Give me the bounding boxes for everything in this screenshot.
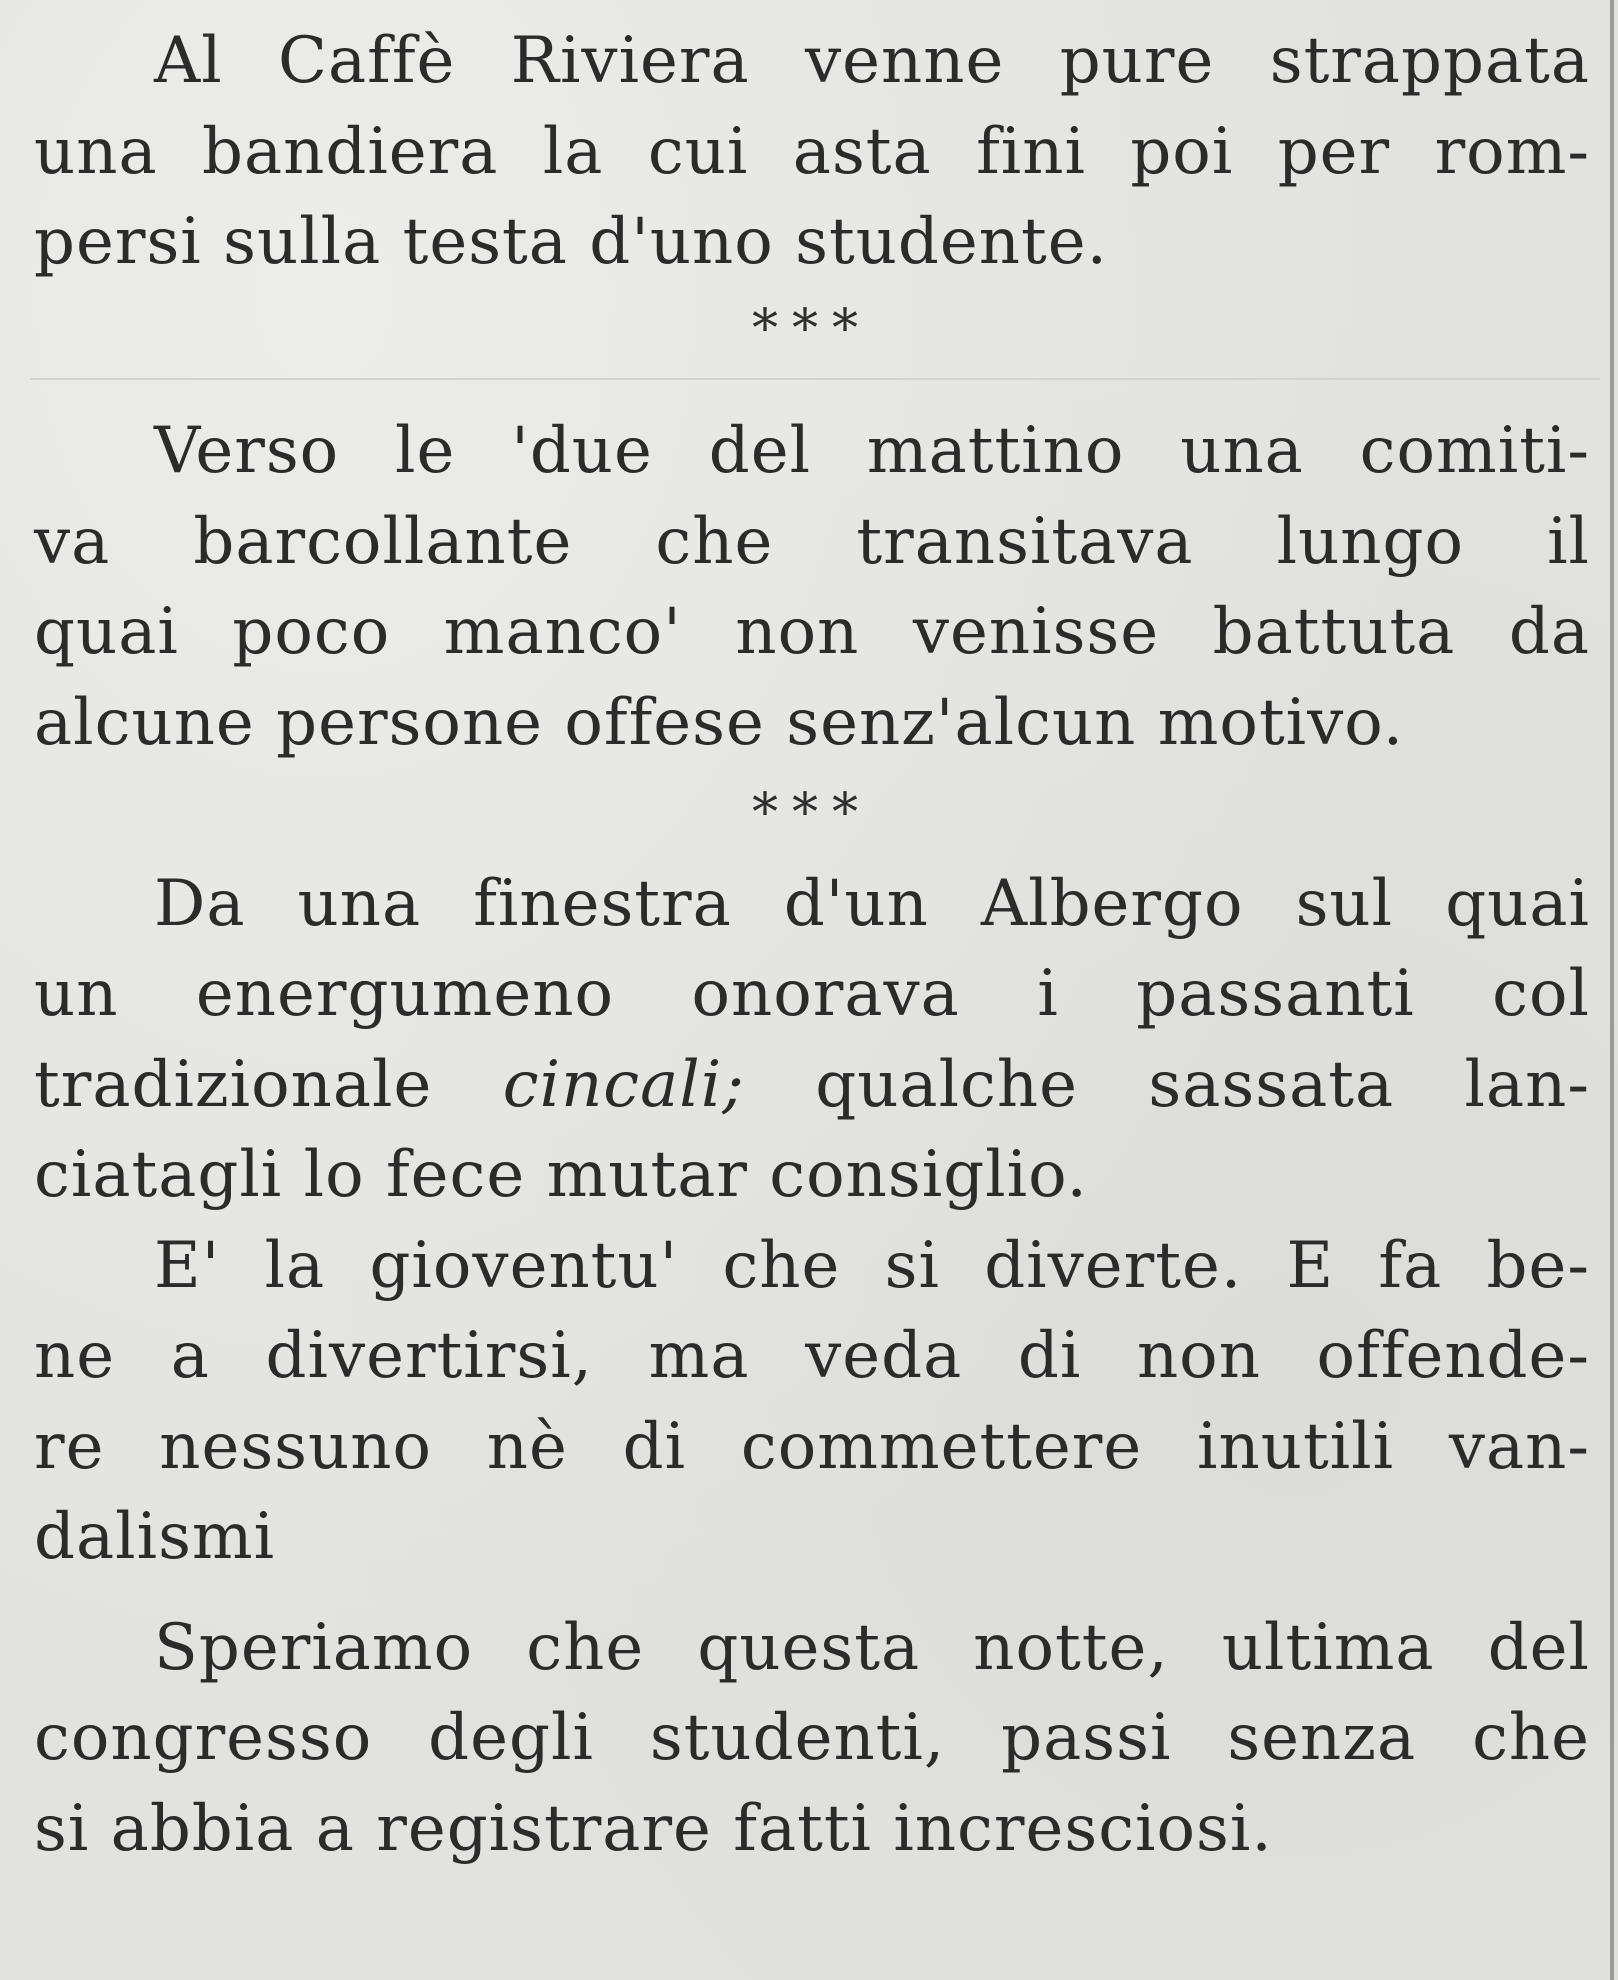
text-line: dalismi: [34, 1500, 276, 1574]
text-line: alcune persone offese senz'alcun motivo.: [34, 685, 1405, 760]
text-line: re nessuno nè di commettere inutili van-: [34, 1409, 1590, 1484]
text-line: si abbia a registrare fatti incresciosi.: [34, 1791, 1273, 1866]
paragraph-comitiva: [34, 406, 1590, 768]
text-line: va barcollante che transitava lungo il: [34, 504, 1590, 579]
text-line: Al Caffè Riviera venne pure strappata: [154, 24, 1590, 98]
article-column: [34, 16, 1590, 1874]
text-line: quai poco manco' non venisse battuta da: [34, 595, 1590, 669]
paragraph-caffe-riviera: [34, 16, 1590, 288]
paragraph-gap: [34, 1583, 1590, 1603]
text-line: ne a divertirsi, ma veda di non offende-: [34, 1319, 1590, 1393]
text-line: Da una finestra d'un Albergo sul quai: [154, 866, 1590, 941]
paragraph-speriamo: [34, 1603, 1590, 1875]
column-rule: [1610, 0, 1614, 1980]
text-line: E' la gioventu' che si diverte. E fa be-: [154, 1228, 1590, 1303]
text-line: [34, 1040, 1590, 1131]
text-line: una bandiera la cui asta fini poi per rom-: [34, 114, 1590, 189]
section-separator: ***: [752, 783, 872, 843]
text-line: un energumeno onorava i passanti col: [34, 957, 1590, 1031]
text-fragment: tradizionale: [34, 1047, 503, 1122]
section-separator: ***: [752, 298, 872, 359]
paragraph-gioventu: [34, 1221, 1590, 1583]
text-line: congresso degli studenti, passi senza che: [34, 1701, 1590, 1775]
text-line: Verso le 'due del mattino una comiti-: [154, 414, 1590, 488]
text-line: persi sulla testa d'uno studente.: [34, 205, 1108, 279]
paragraph-albergo: [34, 859, 1590, 1221]
italic-word: cincali;: [502, 1047, 745, 1122]
text-line: ciatagli lo fece mutar consiglio.: [34, 1138, 1088, 1212]
text-fragment: qualche sassata lan-: [744, 1047, 1590, 1122]
text-line: Speriamo che questa notte, ultima del: [154, 1610, 1590, 1685]
